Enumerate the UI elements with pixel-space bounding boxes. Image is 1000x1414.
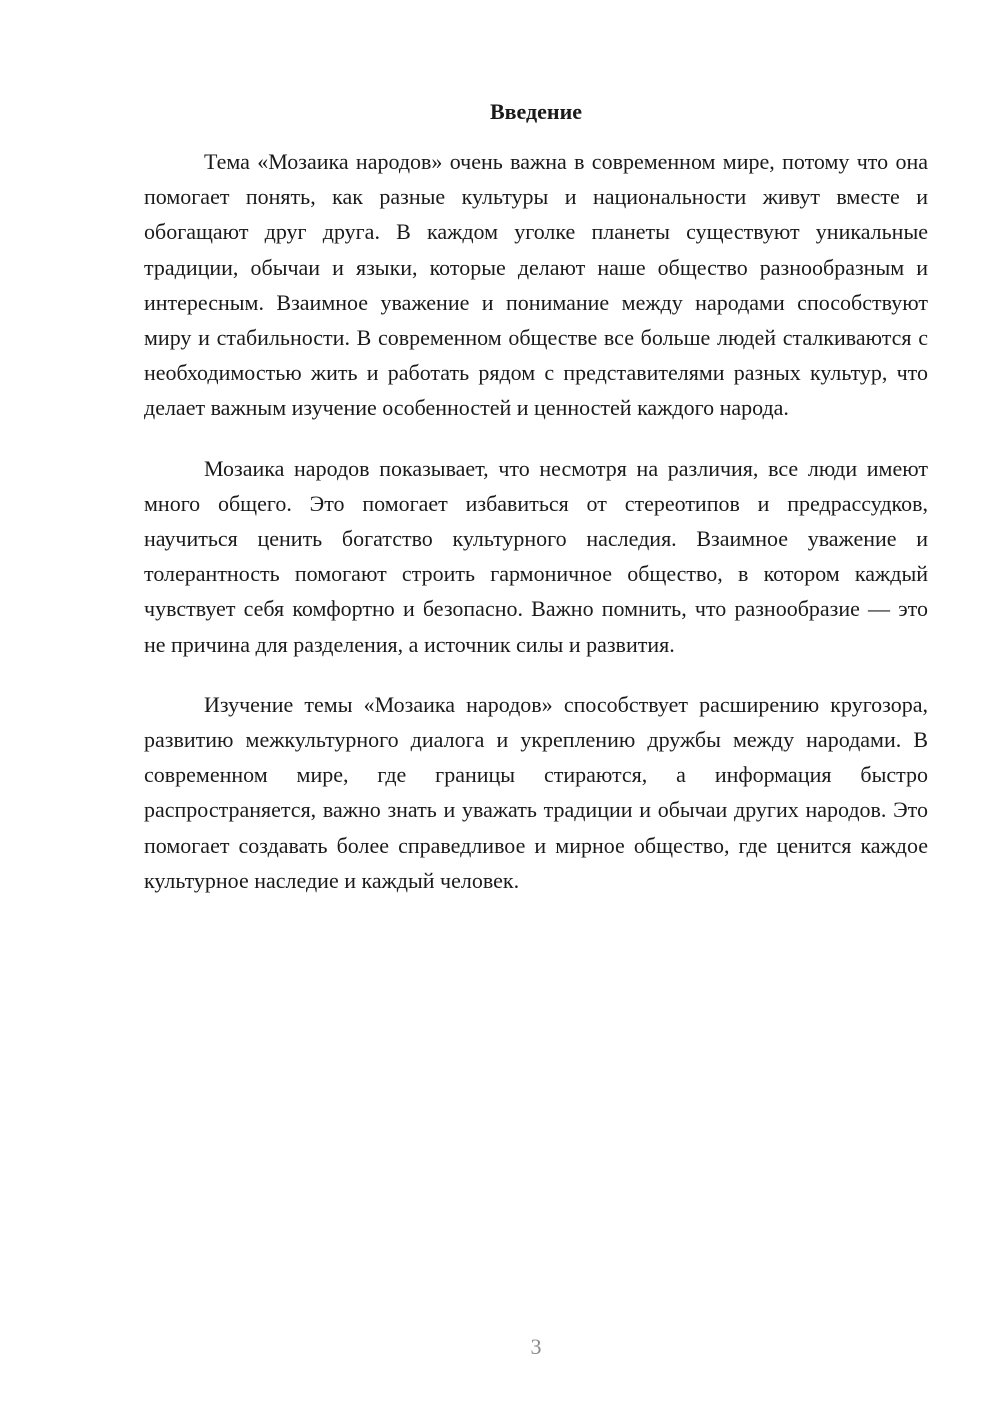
paragraph-3: Изучение темы «Мозаика народов» способствует расширению кругозора, развитию межкультурного диалога и укреплению дружбы между народами. В современном мире, где границы стираются, а информация быстро распространяется, важно знать и уважать традиции и обычаи других народов. Это помогает создавать более справедливое и мирное общество, где ценится каждое культурное наследие и каждый человек. [144, 691, 928, 893]
section-heading: Введение [489, 99, 583, 124]
paragraph-1: Тема «Мозаика народов» очень важна в современном мире, потому что она помогает понять, как разные культуры и национальности живут вместе и обогащают друг друга. В каждом уголке планеты существуют уникальные традиции, обычаи и языки, которые делают наше общество разнообразным и интересным. Взаимное уважение и понимание между народами способствуют миру и стабильности. В современном обществе все больше людей сталкиваются с необходимостью жить и работать рядом с представителями разных культур, что делает важным изучение особенностей и ценностей каждого народа. [144, 149, 928, 421]
page-number: 3 [530, 1334, 542, 1359]
body-text [144, 144, 928, 923]
paragraph-2: Мозаика народов показывает, что несмотря на различия, все люди имеют много общего. Это помогает избавиться от стереотипов и предрассудков, научиться ценить богатство культурного наследия. Взаимное уважение и толерантность помогают строить гармоничное общество, в котором каждый чувствует себя комфортно и безопасно. Важно помнить, что разнообразие — это не причина для разделения, а источник силы и развития. [144, 455, 928, 657]
